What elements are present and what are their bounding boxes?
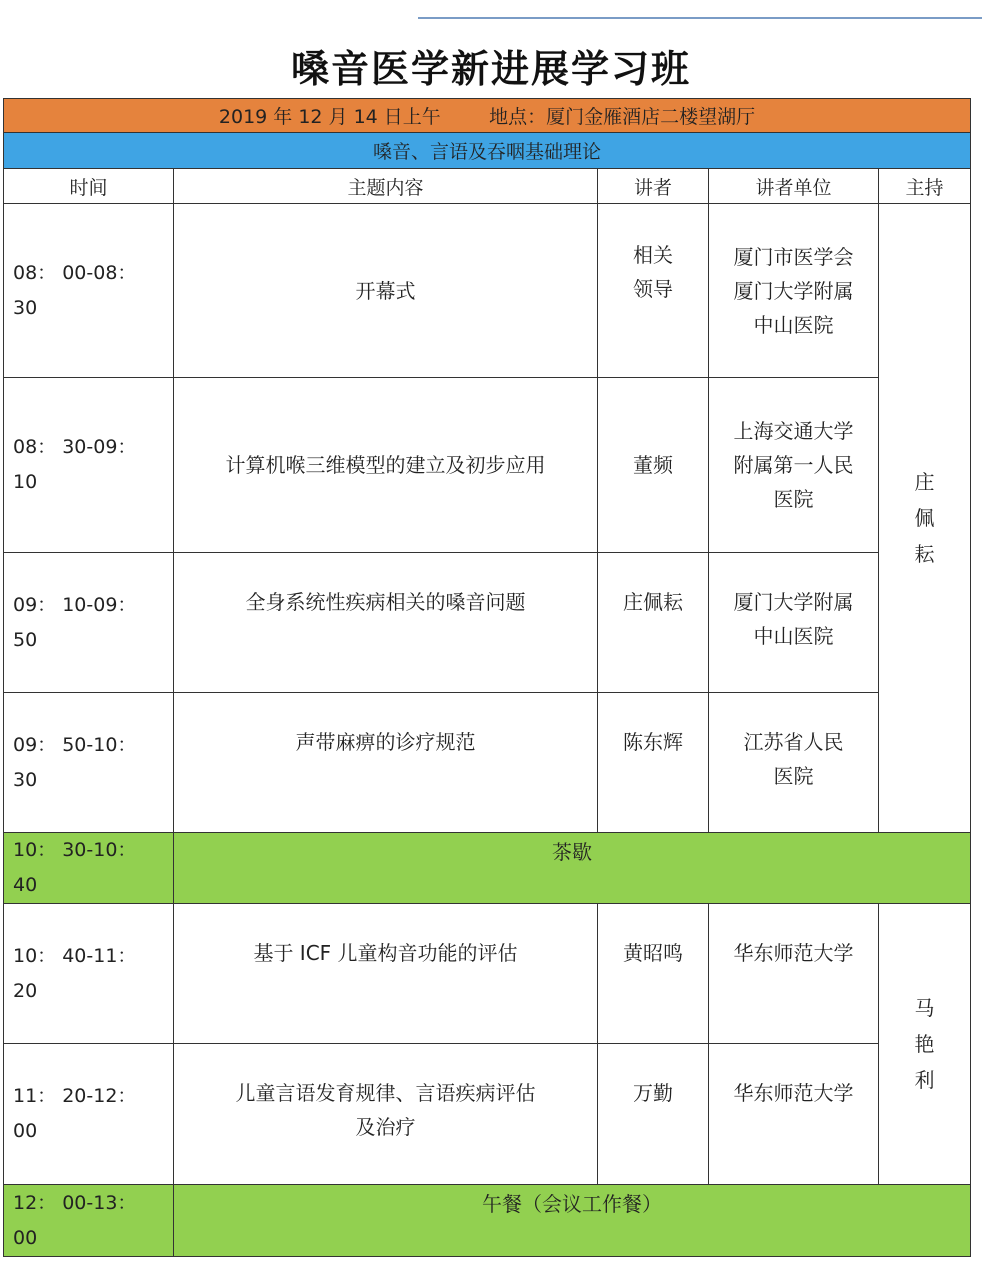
time-text: 00 [13,1226,38,1249]
unit-text: 中山医院 [753,312,834,337]
host-char: 佩 [914,506,935,530]
time-text: 11： 20-12： [13,1085,137,1107]
speaker-text: 领导 [633,277,673,301]
unit-cell: 华东师范大学 [709,904,879,1044]
host-cell [879,904,971,1185]
time-text: 09： 10-09： [13,593,137,616]
topic-text: 及治疗 [355,1115,416,1139]
unit-text: 厦门大学附属 [733,590,854,614]
time-cell [4,1185,174,1257]
time-text: 00 [13,1120,38,1142]
topic-cell: 全身系统性疾病相关的嗓音问题 [174,553,598,693]
time-text: 40 [13,874,38,896]
unit-text: 中山医院 [753,624,834,648]
table-row [4,553,971,693]
time-cell [4,378,174,553]
table-row [4,904,971,1044]
table-row [4,1044,971,1185]
time-text: 10： 30-10： [13,839,137,861]
page-title: 嗓音医学新进展学习班 [290,46,691,91]
section-bar [4,133,971,169]
col-header-unit: 讲者单位 [709,169,879,204]
topic-cell: 基于 ICF 儿童构音功能的评估 [174,904,598,1044]
topic-text: 儿童言语发育规律、言语疾病评估 [235,1081,536,1105]
host-char: 耘 [914,542,935,566]
time-cell [4,1044,174,1185]
time-cell [4,833,174,904]
speaker-cell [598,204,709,378]
unit-text: 江苏省人民 [743,730,844,754]
table-row [4,204,971,378]
time-text: 30 [13,296,38,319]
time-cell [4,904,174,1044]
column-header-row [4,169,971,204]
time-cell [4,553,174,693]
unit-cell [709,378,879,553]
unit-text: 厦门市医学会 [733,244,854,269]
unit-text: 附属第一人民 [733,453,854,477]
host-char: 利 [914,1068,935,1092]
schedule-table [3,98,971,1257]
speaker-cell: 万勤 [598,1044,709,1185]
unit-text: 医院 [773,487,814,511]
host-cell [879,204,971,833]
time-cell [4,693,174,833]
date-location-text: 2019 年 12 月 14 日上午 地点：厦门金雁酒店二楼望湖厅 [218,106,756,128]
time-text: 10 [13,471,38,493]
col-header-topic: 主题内容 [174,169,598,204]
col-header-host: 主持 [879,169,971,204]
time-text: 50 [13,628,38,651]
time-text: 08： 30-09： [13,436,137,458]
unit-text: 厦门大学附属 [733,278,854,303]
host-char: 庄 [914,470,935,494]
time-cell [4,204,174,378]
unit-cell [709,204,879,378]
date-location-bar [4,99,971,133]
time-text: 20 [13,979,38,1002]
break-label: 午餐（会议工作餐） [174,1185,971,1257]
time-text: 12： 00-13： [13,1191,137,1214]
speaker-cell: 董频 [598,378,709,553]
topic-cell: 声带麻痹的诊疗规范 [174,693,598,833]
speaker-cell: 陈东辉 [598,693,709,833]
host-char: 马 [914,996,935,1020]
break-row [4,833,971,904]
section-title: 嗓音、言语及吞咽基础理论 [373,141,602,163]
speaker-text: 相关 [633,243,673,267]
unit-cell: 华东师范大学 [709,1044,879,1185]
speaker-cell: 庄佩耘 [598,553,709,693]
topic-cell: 开幕式 [174,204,598,378]
unit-text: 上海交通大学 [733,419,854,443]
topic-cell [174,1044,598,1185]
time-text: 09： 50-10： [13,733,137,756]
speaker-cell: 黄昭鸣 [598,904,709,1044]
break-row [4,1185,971,1257]
host-char: 艳 [914,1032,935,1056]
unit-cell [709,693,879,833]
col-header-speaker: 讲者 [598,169,709,204]
table-row [4,693,971,833]
top-rule [418,17,982,19]
unit-text: 医院 [773,764,814,788]
break-label: 茶歇 [174,833,971,904]
time-text: 10： 40-11： [13,944,137,967]
time-text: 08： 00-08： [13,261,137,284]
time-text: 30 [13,768,38,791]
col-header-time: 时间 [4,169,174,204]
table-row [4,378,971,553]
topic-cell: 计算机喉三维模型的建立及初步应用 [174,378,598,553]
unit-cell [709,553,879,693]
